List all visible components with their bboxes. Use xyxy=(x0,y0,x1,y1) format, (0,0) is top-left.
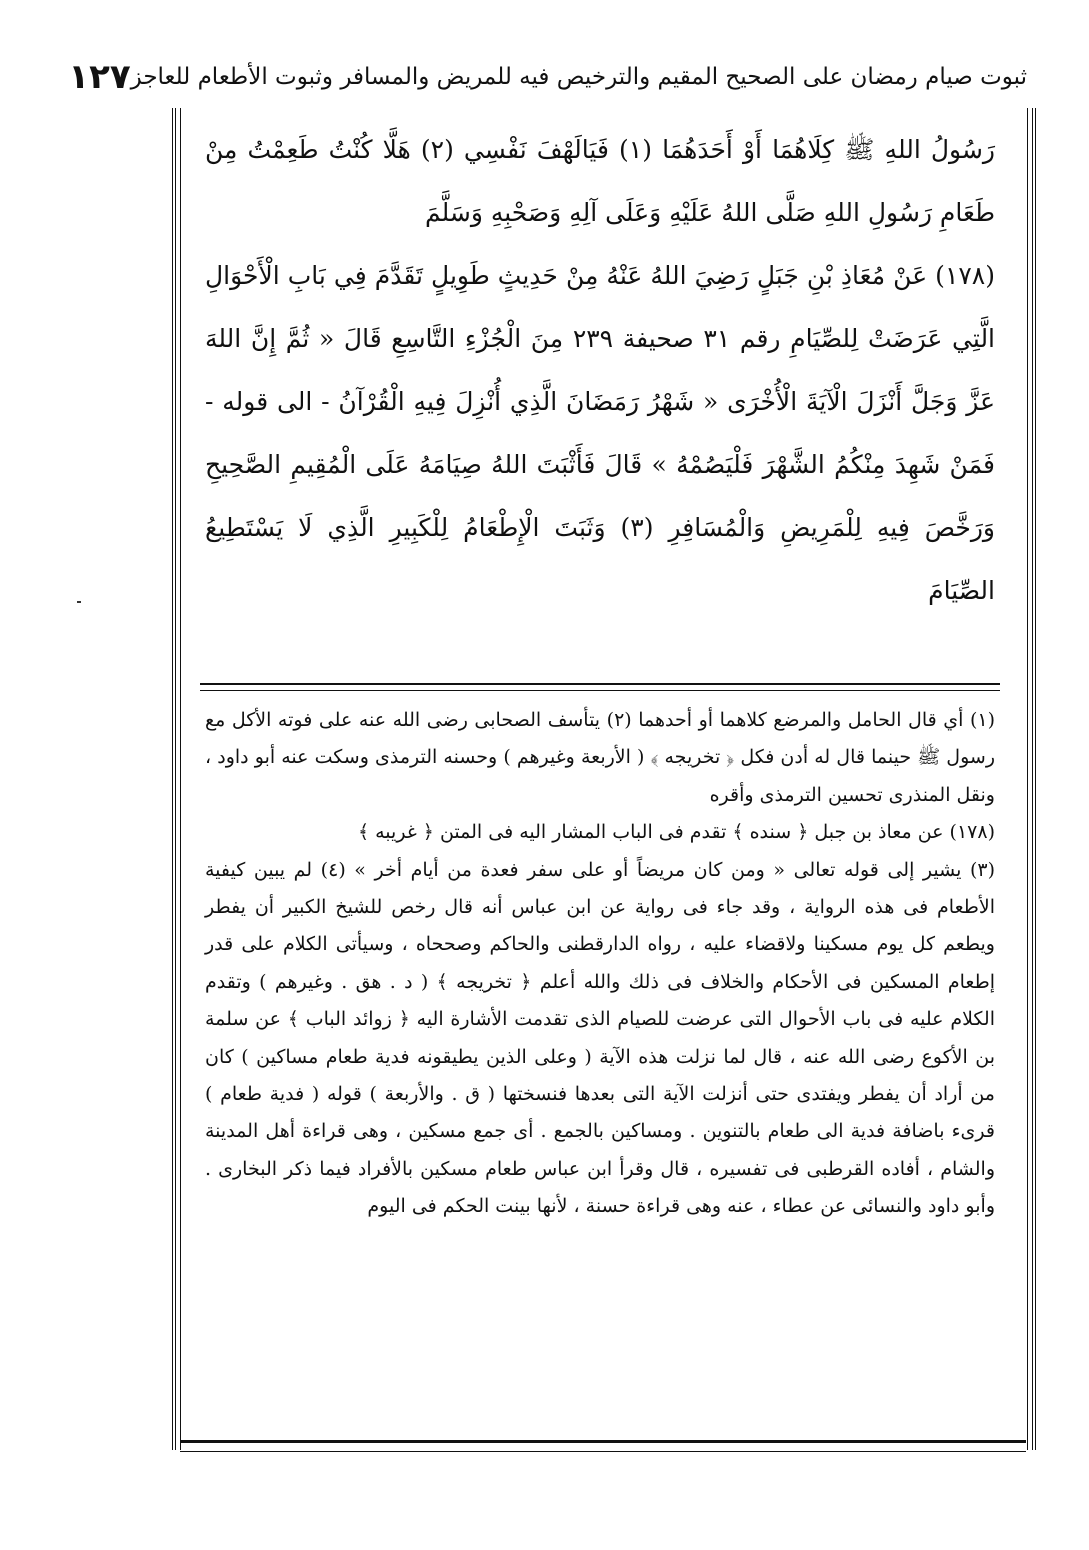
hadith-paragraph: (١٧٨) عَنْ مُعَاذِ بْنِ جَبَلٍ رَضِيَ اللهُ عَنْهُ مِنْ حَدِيثٍ طَوِيلٍ تَقَدَّمَ فِي بَابِ الْأَحْوَالِ الَّتِي عَرَضَتْ لِلصِّيَامِ رقم ٣١ صحيفة ٢٣٩ مِنَ الْجُزْءِ التَّاسِعِ قَالَ « ثُمَّ إِنَّ اللهَ عَزَّ وَجَلَّ أَنْزَلَ الْآيَةَ الْأُخْرَى « شَهْرُ رَمَضَانَ الَّذِي أُنْزِلَ فِيهِ الْقُرْآنُ - الى قوله - فَمَنْ شَهِدَ مِنْكُمُ الشَّهْرَ فَلْيَصُمْهُ » قَالَ فَأَثْبَتَ اللهُ صِيَامَهُ عَلَى الْمُقِيمِ الصَّحِيحِ وَرَخَّصَ فِيهِ لِلْمَرِيضِ وَالْمُسَافِرِ (٣) وَثَبَتَ الْإِطْعَامُ لِلْكَبِيرِ الَّذِي لَا يَسْتَطِيعُ الصِّيَامَ xyxy=(205,261,996,605)
footnotes xyxy=(205,702,995,1226)
running-header xyxy=(68,52,1027,102)
notes-separator xyxy=(200,683,1000,691)
footnote: (١) أي قال الحامل والمرضع كلاهما أو أحدهما (٢) يتأسف الصحابى رضى الله عنه على فوته الأكل مع رسول ﷺ حينما قال له أدن فكل ﴿ تخريجه ﴾ ( الأربعة وغيرهم ) وحسنه الترمذى وسكت عنه أبو داود ، ونقل المنذرى تحسين الترمذى وأقره xyxy=(205,709,995,806)
bottom-rule xyxy=(180,1440,1026,1452)
footnote: (٣) يشير إلى قوله تعالى « ومن كان مريضاً أو على سفر فعدة من أيام أخر » (٤) لم يبين كيفية الأطعام فى هذه الرواية ، وقد جاء فى رواية عن ابن عباس أنه قال رخص للشيخ الكبير أن يفطر ويطعم كل يوم مسكينا ولاقضاء عليه ، رواه الدارقطنى والحاكم وصححاه ، وسيأتى الكلام على قدر إطعام المسكين فى الأحكام والخلاف فى ذلك والله أعلم ﴿ تخريجه ﴾ ( د . هق . وغيرهم ) وتقدم الكلام عليه فى باب الأحوال التى عرضت للصيام الذى تقدمت الأشارة اليه ﴿ زوائد الباب ﴾ عن سلمة بن الأكوع رضى الله عنه ، قال لما نزلت هذه الآية ( وعلى الذين يطيقونه فدية طعام مساكين ) كان من أراد أن يفطر ويفتدى حتى أنزلت الآية التى بعدها فنسختها ( ق . والأربعة ) قوله ( فدية طعام ) قرىء باضافة فدية الى طعام بالتنوين . ومساكين بالجمع . أى جمع مسكين ، وهى قراءة أهل المدينة والشام ، أفاده القرطبى فى تفسيره ، قال وقرأ ابن عباس طعام مسكين بالأفراد فيما ذكر البخارى . وأبو داود والنسائى عن عطاء ، عنه وهى قراءة حسنة ، لأنها بينت الحكم فى اليوم xyxy=(205,858,995,1218)
running-title: ثبوت صيام رمضان على الصحيح المقيم والترخيص فيه للمريض والمسافر وثبوت الأطعام للعاجز xyxy=(130,64,1027,90)
scan-mark xyxy=(77,601,81,603)
main-text xyxy=(205,118,995,622)
main-paragraph: رَسُولُ اللهِ ﷺ كِلَاهُمَا أَوْ أَحَدَهُمَا (١) فَيَالَهْفَ نَفْسِي (٢) هَلَّا كُنْتُ طَعِمْتُ مِنْ طَعَامِ رَسُولِ اللهِ صَلَّى اللهُ عَلَيْهِ وَعَلَى آلِهِ وَصَحْبِهِ وَسَلَّمَ xyxy=(205,135,995,227)
page-number: ١٢٧ xyxy=(68,57,131,97)
footnote: (١٧٨) عن معاذ بن جبل ﴿ سنده ﴾ تقدم فى الباب المشار اليه فى المتن ﴿ غريبه ﴾ xyxy=(357,821,995,844)
